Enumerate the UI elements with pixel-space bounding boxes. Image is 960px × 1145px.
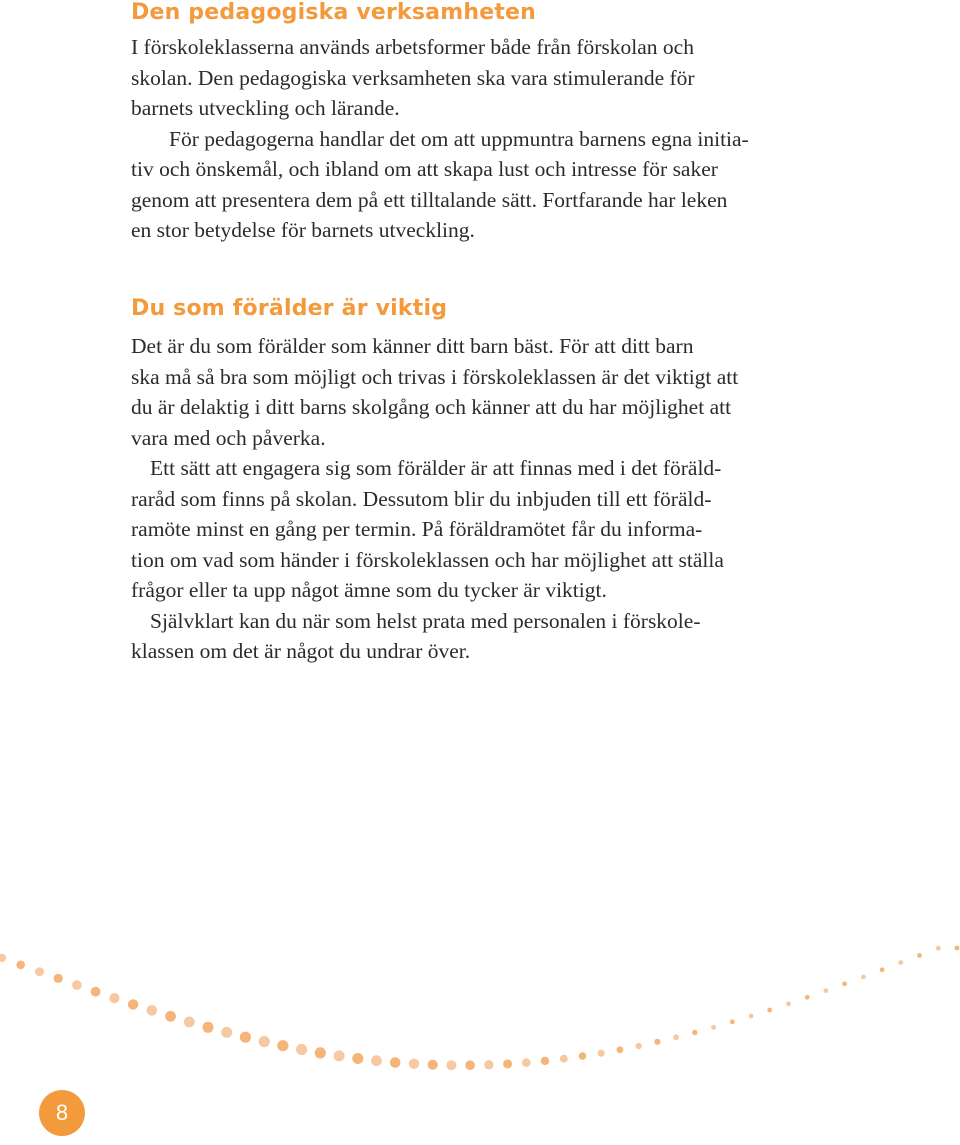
decorative-dot bbox=[861, 975, 866, 980]
decorative-dot bbox=[503, 1059, 512, 1068]
decorative-dot bbox=[617, 1046, 624, 1053]
page-number-badge: 8 bbox=[39, 1090, 85, 1136]
decorative-dot bbox=[315, 1047, 326, 1058]
text-line: Ett sätt att engagera sig som förälder är att finnas med i det föräld- bbox=[150, 456, 722, 480]
decorative-dot bbox=[165, 1011, 176, 1022]
decorative-dot bbox=[541, 1057, 549, 1065]
decorative-dot bbox=[109, 993, 119, 1003]
decorative-dot bbox=[598, 1050, 605, 1057]
decorative-dot bbox=[259, 1036, 270, 1047]
text-line: skolan. Den pedagogiska verksamheten ska vara stimulerande för bbox=[131, 65, 695, 90]
decorative-dotted-wave bbox=[0, 930, 960, 1080]
paragraph-parents-council bbox=[131, 453, 831, 606]
decorative-dot bbox=[72, 980, 82, 990]
decorative-dot bbox=[805, 995, 810, 1000]
paragraph-pedagogy-teachers bbox=[131, 124, 831, 246]
paragraph-pedagogy-intro bbox=[131, 32, 831, 124]
decorative-dot bbox=[522, 1058, 531, 1067]
decorative-dot bbox=[0, 954, 6, 962]
text-line: Självklart kan du när som helst prata med personalen i förskole- bbox=[150, 608, 701, 633]
text-line: tion om vad som händer i förskoleklassen och har möjlighet att ställa bbox=[131, 547, 724, 572]
decorative-dot bbox=[184, 1017, 195, 1028]
decorative-dot bbox=[636, 1043, 642, 1049]
decorative-dot bbox=[334, 1050, 345, 1061]
decorative-dot bbox=[128, 999, 138, 1009]
decorative-dot bbox=[277, 1040, 288, 1051]
text-line: tiv och önskemål, och ibland om att skapa lust och intresse för saker bbox=[131, 157, 718, 181]
decorative-dot bbox=[560, 1055, 568, 1063]
decorative-dot bbox=[409, 1059, 419, 1069]
section-body-pedagogy bbox=[131, 32, 831, 246]
decorative-dot bbox=[880, 967, 885, 972]
text-line: För pedagogerna handlar det om att uppmuntra barnens egna initia- bbox=[169, 126, 749, 151]
section-body-parents bbox=[131, 331, 831, 667]
decorative-dot bbox=[786, 1001, 791, 1006]
decorative-dot bbox=[54, 974, 63, 983]
paragraph-parents-contact bbox=[131, 606, 831, 667]
decorative-dot bbox=[824, 988, 829, 993]
decorative-dot bbox=[749, 1014, 754, 1019]
decorative-dot bbox=[465, 1060, 475, 1070]
decorative-dot bbox=[711, 1025, 716, 1030]
decorative-dot bbox=[35, 967, 44, 976]
decorative-dot bbox=[371, 1055, 382, 1066]
section-heading-pedagogy: Den pedagogiska verksamheten bbox=[131, 0, 537, 25]
decorative-dot bbox=[446, 1060, 456, 1070]
decorative-dot bbox=[296, 1044, 307, 1055]
decorative-dot bbox=[16, 961, 25, 970]
decorative-dot bbox=[936, 946, 941, 951]
decorative-dot bbox=[390, 1057, 401, 1068]
text-line: raråd som finns på skolan. Dessutom blir du inbjuden till ett föräld- bbox=[131, 486, 712, 511]
decorative-dot bbox=[221, 1027, 232, 1038]
text-line: barnets utveckling och lärande. bbox=[131, 96, 400, 120]
text-line: klassen om det är något du undrar över. bbox=[131, 639, 471, 663]
text-line: I förskoleklasserna används arbetsformer både från förskolan och bbox=[131, 35, 694, 59]
decorative-dot bbox=[579, 1052, 587, 1060]
decorative-dot bbox=[352, 1053, 363, 1064]
decorative-dot bbox=[91, 987, 101, 997]
section-heading-parents: Du som förälder är viktig bbox=[131, 296, 448, 321]
decorative-dot bbox=[692, 1030, 697, 1035]
decorative-dot bbox=[842, 981, 847, 986]
paragraph-parents-intro bbox=[131, 331, 831, 453]
text-line: Det är du som förälder som känner ditt barn bäst. För att ditt barn bbox=[131, 334, 694, 358]
decorative-dot bbox=[147, 1005, 158, 1016]
decorative-dot bbox=[203, 1022, 214, 1033]
decorative-dot bbox=[484, 1060, 493, 1069]
decorative-dot bbox=[917, 953, 922, 958]
text-line: genom att presentera dem på ett tilltalande sätt. Fortfarande har leken bbox=[131, 187, 728, 212]
decorative-dot bbox=[428, 1060, 438, 1070]
decorative-dot bbox=[673, 1034, 679, 1040]
text-line: du är delaktig i ditt barns skolgång och känner att du har möjlighet att bbox=[131, 395, 732, 419]
text-line: ramöte minst en gång per termin. På föräldramötet får du informa- bbox=[131, 517, 703, 541]
decorative-dot bbox=[730, 1019, 735, 1024]
text-line: ska må så bra som möjligt och trivas i förskoleklassen är det viktigt att bbox=[131, 364, 739, 389]
text-line: frågor eller ta upp något ämne som du tycker är viktigt. bbox=[131, 578, 607, 602]
decorative-dot bbox=[955, 946, 960, 951]
decorative-dot bbox=[654, 1039, 660, 1045]
text-line: vara med och påverka. bbox=[131, 425, 326, 450]
decorative-dot bbox=[767, 1008, 772, 1013]
text-line: en stor betydelse för barnets utveckling. bbox=[131, 218, 475, 242]
decorative-dot bbox=[898, 960, 903, 965]
decorative-dot bbox=[240, 1032, 251, 1043]
